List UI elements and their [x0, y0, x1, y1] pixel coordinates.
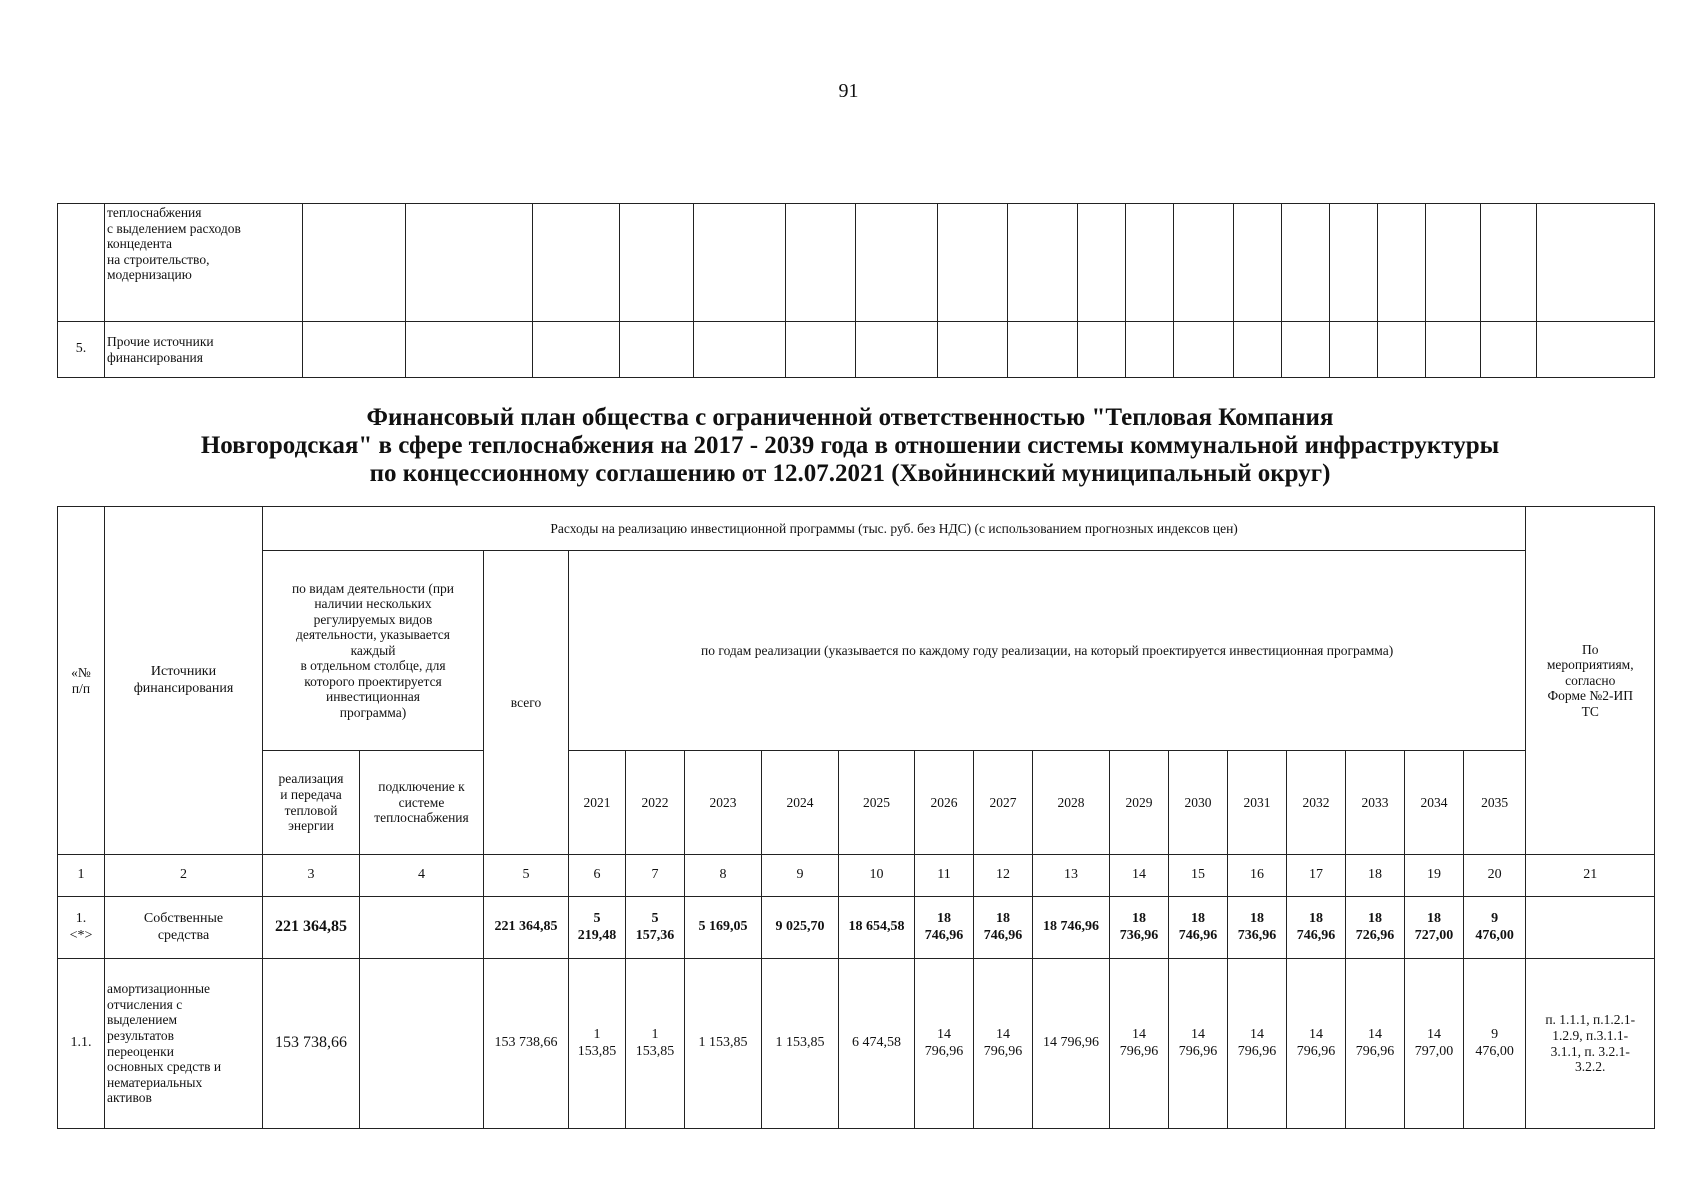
column-number: 5 — [484, 855, 569, 897]
column-number: 14 — [1110, 855, 1169, 897]
header-line: тепловой — [284, 802, 338, 818]
year-value — [974, 959, 1033, 1129]
header-line: подключение к — [378, 779, 465, 795]
cell-line: 18 746,96 — [1043, 919, 1099, 935]
cell-line: 1 153,85 — [775, 1035, 825, 1051]
year-value — [1346, 897, 1405, 959]
cell-line: отчисления с — [107, 996, 183, 1012]
cell-line: 796,96 — [924, 1043, 964, 1059]
header-line: Источники — [150, 664, 217, 680]
year-value — [1464, 897, 1526, 959]
cell-line: 18 — [937, 911, 951, 927]
cell-line: 18 — [1309, 911, 1323, 927]
cell-line: средства — [157, 927, 210, 943]
title-line: Новгородская" в сфере теплоснабжения на 2017 - 2039 года в отношении системы коммунальной инфраструктуры — [200, 432, 1500, 459]
header-line: теплоснабжения — [374, 810, 469, 826]
year-value — [1228, 959, 1287, 1129]
header-year: 2030 — [1169, 751, 1228, 855]
cell-line: 736,96 — [1119, 927, 1159, 943]
header-line: согласно — [1565, 672, 1616, 688]
cell-line: 14 796,96 — [1043, 1035, 1099, 1051]
year-value — [626, 897, 685, 959]
header-year: 2027 — [974, 751, 1033, 855]
cell-line: активов — [107, 1090, 152, 1106]
year-value — [915, 897, 974, 959]
table-row — [58, 959, 1655, 1129]
column-number: 8 — [685, 855, 762, 897]
cell-line: 153,85 — [635, 1043, 675, 1059]
cell-line: 476,00 — [1475, 927, 1514, 943]
column-number: 21 — [1526, 855, 1655, 897]
cell-line: 1.2.9, п.3.1.1- — [1552, 1027, 1629, 1043]
continued-table-fragment — [57, 203, 1655, 378]
header-line: мероприятиям, — [1546, 657, 1634, 673]
cell-line: <*> — [69, 927, 93, 943]
cell-line: 14 — [1309, 1027, 1323, 1043]
year-value — [1464, 959, 1526, 1129]
year-value — [1405, 897, 1464, 959]
table-row — [58, 204, 1655, 322]
column-number: 2 — [105, 855, 263, 897]
header-line: п/п — [71, 680, 91, 696]
header-line: деятельности, указывается — [296, 627, 450, 643]
cell-line: нематериальных — [107, 1074, 203, 1090]
cell-line: 3.1.1, п. 3.2.1- — [1550, 1043, 1630, 1059]
title-line: по концессионному соглашению от 12.07.2021 (Хвойнинский муниципальный округ) — [369, 460, 1331, 487]
cell-line: 726,96 — [1355, 927, 1395, 943]
header-row — [58, 751, 1655, 855]
year-value — [1169, 897, 1228, 959]
cell-line: 746,96 — [924, 927, 964, 943]
label-line: модернизацию — [107, 267, 192, 283]
label-line: Прочие источники — [107, 333, 214, 349]
cell-line: амортизационные — [107, 981, 211, 997]
label-line: на строительство, — [107, 251, 210, 267]
cell-line: 736,96 — [1237, 927, 1277, 943]
column-number: 3 — [263, 855, 360, 897]
header-line: финансирования — [133, 680, 234, 696]
header-year: 2028 — [1033, 751, 1110, 855]
column-number: 19 — [1405, 855, 1464, 897]
header-line: реализация — [278, 771, 344, 787]
header-year: 2023 — [685, 751, 762, 855]
document-title — [60, 404, 1640, 488]
header-year: 2032 — [1287, 751, 1346, 855]
header-line: ТС — [1581, 703, 1599, 719]
cell-line: 18 — [996, 911, 1010, 927]
header-sources — [105, 507, 263, 855]
cell-line: 14 — [1250, 1027, 1264, 1043]
page-number: 91 — [838, 80, 859, 102]
realization-value: 221 364,85 — [263, 897, 360, 959]
header-line: наличии нескольких — [314, 596, 432, 612]
header-line: которого проектируется — [304, 673, 442, 689]
year-value — [1228, 897, 1287, 959]
year-value — [1346, 959, 1405, 1129]
year-value — [762, 897, 839, 959]
header-line: и передача — [280, 786, 342, 802]
year-value — [569, 897, 626, 959]
measures-value — [1526, 897, 1655, 959]
row-number — [58, 897, 105, 959]
header-connection — [360, 751, 484, 855]
year-value — [626, 959, 685, 1129]
column-number: 13 — [1033, 855, 1110, 897]
cell-line: 796,96 — [1178, 1043, 1218, 1059]
header-by-activity — [263, 551, 484, 751]
header-measures — [1526, 507, 1655, 855]
header-total: всего — [484, 551, 569, 855]
cell-line: 14 — [937, 1027, 951, 1043]
cell-line: 18 — [1368, 911, 1382, 927]
cell-line: 1 — [593, 1027, 601, 1043]
column-number: 18 — [1346, 855, 1405, 897]
cell-line: 9 025,70 — [775, 919, 825, 935]
cell-line: 9 — [1491, 1027, 1499, 1043]
cell-line: 1 — [651, 1027, 659, 1043]
header-year: 2029 — [1110, 751, 1169, 855]
column-number: 9 — [762, 855, 839, 897]
header-row — [58, 507, 1655, 551]
header-line: программа) — [339, 704, 407, 720]
cell-line: 746,96 — [983, 927, 1023, 943]
header-line: «№ — [71, 664, 91, 680]
header-year: 2024 — [762, 751, 839, 855]
cell-line: 746,96 — [1296, 927, 1336, 943]
cell-line: 796,96 — [1296, 1043, 1336, 1059]
cell-line: 796,96 — [1237, 1043, 1277, 1059]
year-value — [974, 897, 1033, 959]
label-line: концедента — [107, 236, 173, 252]
header-year: 2034 — [1405, 751, 1464, 855]
column-number: 11 — [915, 855, 974, 897]
column-number: 10 — [839, 855, 915, 897]
total-value: 221 364,85 — [484, 897, 569, 959]
row-label — [105, 959, 263, 1129]
header-line: системе — [398, 794, 445, 810]
row-label — [105, 204, 303, 322]
header-year: 2035 — [1464, 751, 1526, 855]
table-row — [58, 897, 1655, 959]
header-year: 2026 — [915, 751, 974, 855]
cell-line: 18 654,58 — [848, 919, 905, 935]
row-number: 1.1. — [58, 959, 105, 1129]
cell-line: 746,96 — [1178, 927, 1218, 943]
year-value — [915, 959, 974, 1129]
cell-line: 18 — [1191, 911, 1205, 927]
cell-line: 14 — [1368, 1027, 1382, 1043]
column-number: 20 — [1464, 855, 1526, 897]
year-value — [1169, 959, 1228, 1129]
cell-line: п. 1.1.1, п.1.2.1- — [1545, 1012, 1636, 1028]
header-line: энергии — [288, 818, 334, 834]
header-year: 2022 — [626, 751, 685, 855]
column-number: 15 — [1169, 855, 1228, 897]
label-line: с выделением расходов — [107, 220, 241, 236]
cell-line: 796,96 — [983, 1043, 1023, 1059]
cell-line: 6 474,58 — [852, 1035, 901, 1051]
header-number — [58, 507, 105, 855]
row-label — [105, 322, 303, 378]
header-line: каждый — [350, 642, 396, 658]
header-expenses: Расходы на реализацию инвестиционной программы (тыс. руб. без НДС) (с использованием прогнозных индексов цен) — [263, 507, 1526, 551]
header-line: по видам деятельности (при — [291, 580, 455, 596]
label-line: финансирования — [107, 349, 203, 365]
header-year: 2033 — [1346, 751, 1405, 855]
cell-line: 5 — [593, 911, 601, 927]
year-value — [1033, 897, 1110, 959]
cell-line: выделением — [107, 1012, 178, 1028]
header-year: 2031 — [1228, 751, 1287, 855]
cell-line: 14 — [1191, 1027, 1205, 1043]
cell-line: 1. — [75, 911, 87, 927]
year-value — [685, 897, 762, 959]
cell-line: 157,36 — [635, 927, 675, 943]
header-row — [58, 551, 1655, 751]
column-number-row — [58, 855, 1655, 897]
header-year: 2021 — [569, 751, 626, 855]
realization-value: 153 738,66 — [263, 959, 360, 1129]
cell-line: переоценки — [107, 1043, 174, 1059]
header-realization — [263, 751, 360, 855]
column-number: 1 — [58, 855, 105, 897]
cell-line: 18 — [1427, 911, 1441, 927]
cell-line: 796,96 — [1119, 1043, 1159, 1059]
connection-value — [360, 959, 484, 1129]
header-line: По — [1581, 641, 1599, 657]
cell-line: 5 — [651, 911, 659, 927]
column-number: 4 — [360, 855, 484, 897]
cell-line: 219,48 — [577, 927, 617, 943]
header-line: регулируемых видов — [313, 611, 433, 627]
cell-line: 5 169,05 — [698, 919, 748, 935]
year-value — [839, 897, 915, 959]
year-value — [1287, 897, 1346, 959]
cell-line: 153,85 — [577, 1043, 617, 1059]
year-value — [762, 959, 839, 1129]
connection-value — [360, 897, 484, 959]
cell-line: результатов — [107, 1027, 175, 1043]
year-value — [1033, 959, 1110, 1129]
year-value — [569, 959, 626, 1129]
cell-line: 14 — [1132, 1027, 1146, 1043]
measures-value — [1526, 959, 1655, 1129]
header-by-years: по годам реализации (указывается по каждому году реализации, на который проектируется инвестиционная программа) — [569, 551, 1526, 751]
header-line: в отдельном столбце, для — [300, 658, 446, 674]
cell-line: 9 — [1491, 911, 1499, 927]
total-value: 153 738,66 — [484, 959, 569, 1129]
column-number: 6 — [569, 855, 626, 897]
year-value — [839, 959, 915, 1129]
header-year: 2025 — [839, 751, 915, 855]
label-line: теплоснабжения — [107, 205, 202, 220]
cell-line: Собственные — [143, 911, 224, 927]
cell-line: 18 — [1132, 911, 1146, 927]
column-number: 17 — [1287, 855, 1346, 897]
row-number: 5. — [58, 322, 105, 378]
cell-line: 796,96 — [1355, 1043, 1395, 1059]
column-number: 12 — [974, 855, 1033, 897]
cell-line: 18 — [1250, 911, 1264, 927]
year-value — [1110, 959, 1169, 1129]
cell-line: 14 — [1427, 1027, 1441, 1043]
column-number: 16 — [1228, 855, 1287, 897]
financial-plan-table — [57, 506, 1655, 1129]
cell-line: основных средств и — [107, 1059, 222, 1075]
cell-line: 476,00 — [1475, 1043, 1514, 1059]
column-number: 7 — [626, 855, 685, 897]
cell-line: 14 — [996, 1027, 1010, 1043]
row-label — [105, 897, 263, 959]
table-row — [58, 322, 1655, 378]
year-value — [685, 959, 762, 1129]
year-value — [1405, 959, 1464, 1129]
header-line: инвестиционная — [325, 689, 421, 705]
title-line: Финансовый план общества с ограниченной ответственностью "Тепловая Компания — [366, 404, 1334, 431]
cell-line: 797,00 — [1414, 1043, 1454, 1059]
cell-line: 3.2.2. — [1575, 1059, 1606, 1075]
year-value — [1287, 959, 1346, 1129]
header-line: Форме №2-ИП — [1547, 688, 1633, 704]
row-number — [58, 204, 105, 322]
cell-line: 727,00 — [1414, 927, 1454, 943]
cell-line: 1 153,85 — [698, 1035, 748, 1051]
year-value — [1110, 897, 1169, 959]
